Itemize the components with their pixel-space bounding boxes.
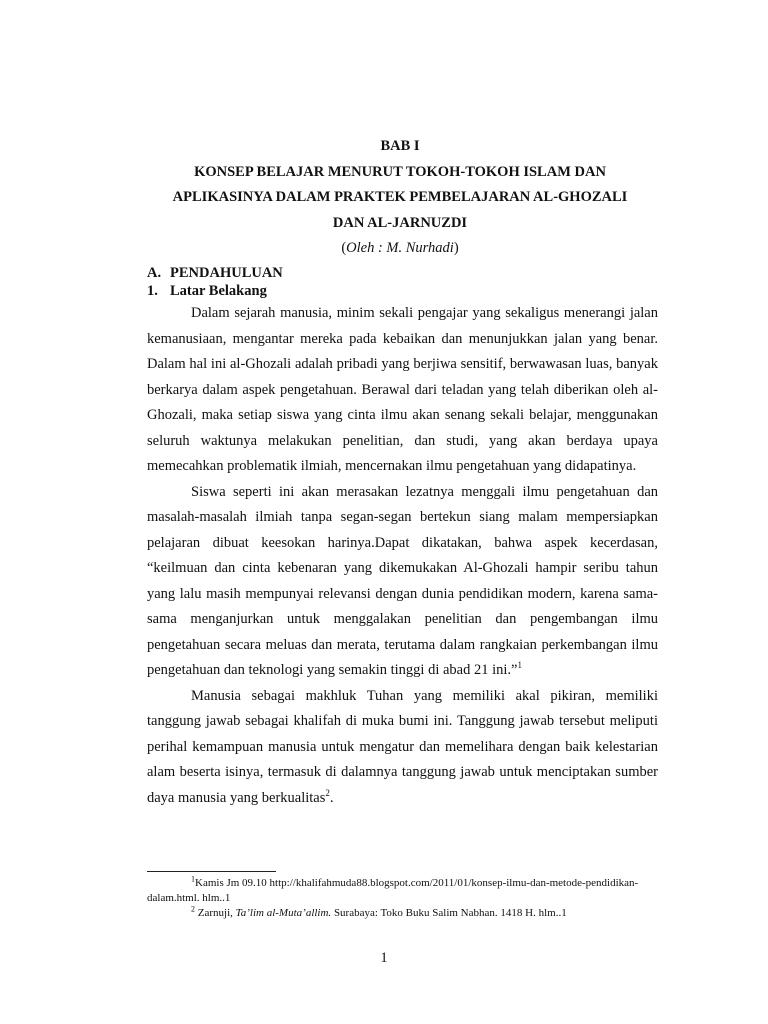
paragraph-1 [147, 301, 658, 480]
author-line [140, 236, 660, 261]
subsection-number: 1. [147, 283, 158, 299]
footnote-2-marker: 2 [191, 904, 195, 914]
section-heading [147, 264, 283, 282]
author-open-paren: ( [341, 240, 347, 256]
paragraph-2 [147, 480, 658, 684]
chapter-title-line-1: KONSEP BELAJAR MENURUT TOKOH-TOKOH ISLAM DAN [194, 163, 606, 180]
paragraph-1-text: Dalam sejarah manusia, minim sekali pengajar yang sekaligus menerangi jalan kemanusiaan, mengantar mereka pada kebaikan dan menunjukkan jalan yang benar. Dalam hal ini al-Ghozali adalah pribadi yang berjiwa sensitif, berwawasan luas, banyak berkarya dalam aspek pengetahuan. Berawal dari teladan yang telah diberikan oleh al-Ghozali, maka setiap siswa yang cinta ilmu akan senang sekali belajar, menggunakan seluruh waktunya melakukan penelitian, dan studi, yang akan berdaya upaya memecahkan problematik ilmiah, mencernakan ilmu pengetahuan yang didapatinya. [147, 305, 658, 474]
paragraph-3-text: Manusia sebagai makhluk Tuhan yang memiliki akal pikiran, memiliki tanggung jawab sebagai khalifah di muka bumi ini. Tanggung jawab tersebut meliputi perihal kemampuan manusia untuk mengatur dan memelihara dengan baik kelestarian alam beserta isinya, termasuk di dalamnya tanggung jawab untuk menciptakan sumber daya manusia yang berkualitas [147, 687, 658, 806]
body-text [147, 301, 658, 811]
footnote-2-pre: Zarnuji, [195, 907, 236, 919]
subsection-heading [147, 282, 267, 300]
footnote-2 [147, 906, 658, 921]
footnote-2-book-title: Ta’lim al-Muta’allim. [235, 907, 332, 919]
footnote-1-marker: 1 [191, 874, 195, 884]
author-name: Oleh : M. Nurhadi [346, 240, 454, 256]
footnote-2-post: Surabaya: Toko Buku Salim Nabhan. 1418 H. hlm..1 [331, 907, 567, 919]
chapter-label: BAB I [380, 138, 420, 154]
paragraph-3 [147, 684, 658, 812]
chapter-title-line-3: DAN AL-JARNUZDI [332, 214, 468, 231]
subsection-title: Latar Belakang [170, 283, 267, 299]
footnote-1-text: Kamis Jm 09.10 http://khalifahmuda88.blogspot.com/2011/01/konsep-ilmu-dan-metode-pendidikan-dalam.html. hlm..1 [147, 877, 639, 904]
footnote-ref-2[interactable]: 2 [325, 787, 330, 798]
section-title: PENDAHULUAN [170, 265, 283, 281]
paragraph-3-trailing: . [329, 789, 334, 806]
footnote-separator [147, 871, 276, 872]
page-number: 1 [380, 950, 388, 966]
footnote-ref-1[interactable]: 1 [517, 660, 522, 671]
footnote-1 [147, 876, 658, 906]
author-close-paren: ) [453, 240, 459, 256]
paragraph-2-text: Siswa seperti ini akan merasakan lezatnya menggali ilmu pengetahuan dan masalah-masalah ilmiah tanpa segan-segan bertekun siang malam mempersiapkan pelajaran dibuat keesokan harinya.Dapat dikatakan, bahwa aspek kecerdasan, “keilmuan dan cinta kebenaran yang dikemukakan Al-Ghozali hampir seribu tahun yang lalu masih mempunyai relevansi dengan dunia pendidikan modern, karena sama-sama menganjurkan untuk menggalakan penelitian dan pengembangan ilmu pengetahuan secara meluas dan merata, terutama dalam rangkaian perkembangan ilmu pengetahuan dan teknologi yang semakin tinggi di abad 21 ini.” [147, 483, 658, 678]
chapter-title-line-2: APLIKASINYA DALAM PRAKTEK PEMBELAJARAN AL-GHOZALI [172, 189, 628, 205]
section-number: A. [147, 265, 162, 281]
footnotes [147, 876, 658, 921]
chapter-title-block [140, 134, 660, 261]
